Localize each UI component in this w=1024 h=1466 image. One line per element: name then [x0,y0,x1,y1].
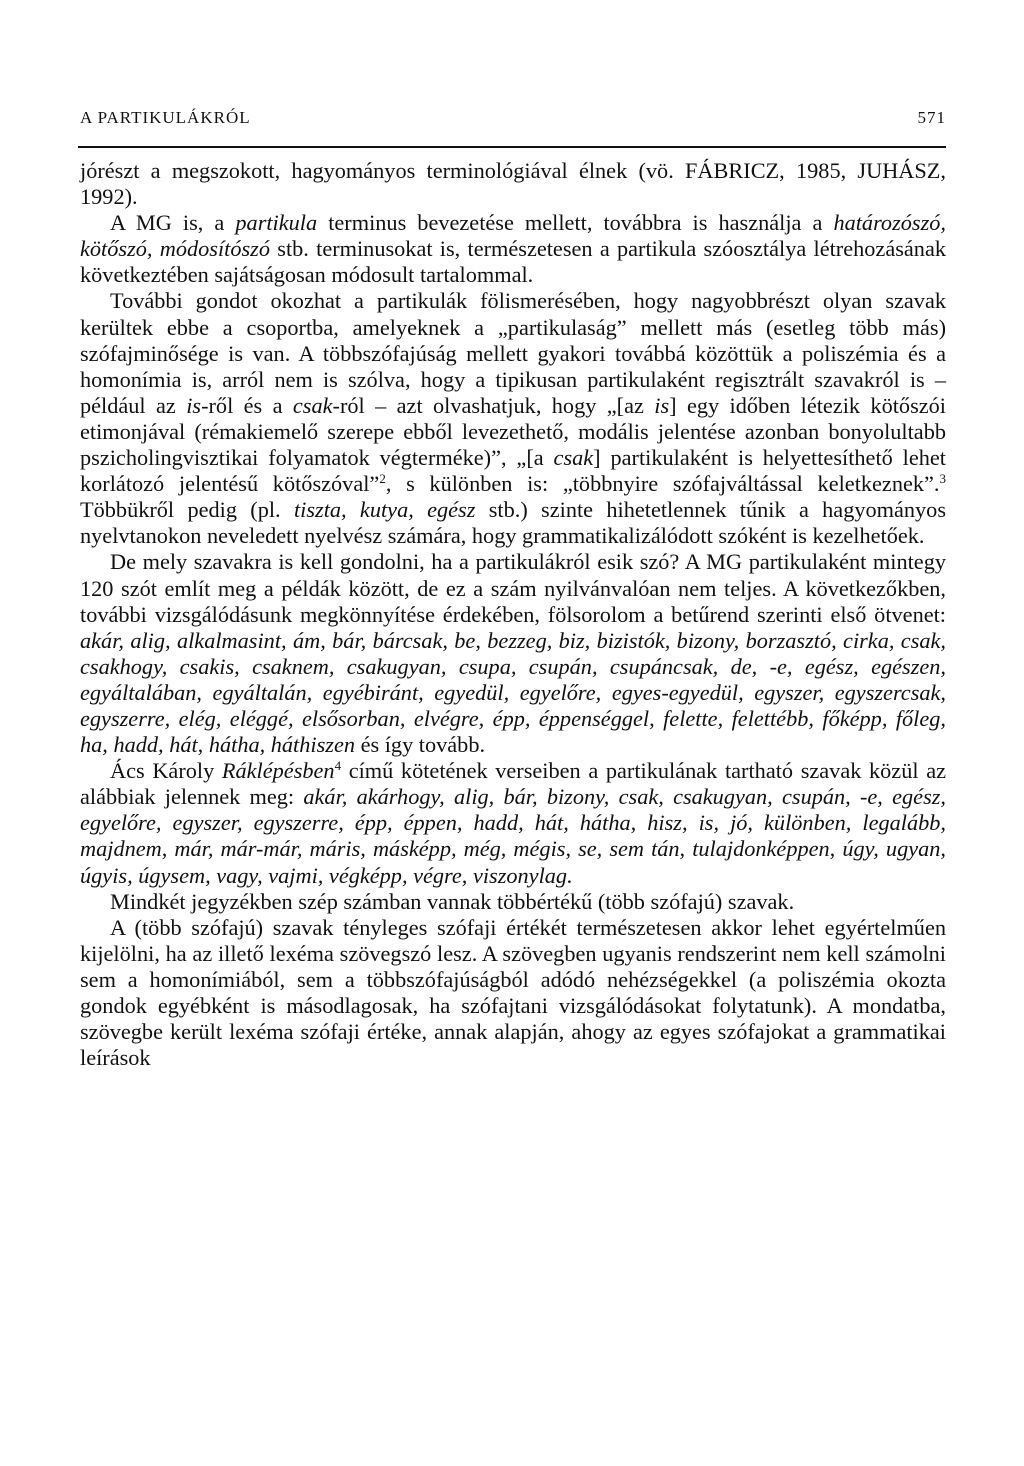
paragraph-5 [80,758,946,888]
running-title: A PARTIKULÁKRÓL [80,108,251,127]
running-header [80,108,946,128]
text-run: A (több szófajú) szavak tényleges szófaji értékét természetesen akkor lehet egyértelműen kijelölni, ha az illető lexéma szövegszó lesz. A szövegben ugyanis rendszerint nem kell számolni sem a homonímiából, sem a többszófajúságból adódó nehézségekkel (a poliszémia okozta gondok egyébként is másodlagosak, ha szófajtani vizsgálódásokat folytatunk). A mondatba, szövegbe került lexéma szófaji értéke, annak alapján, ahogy az egyes szófajokat a grammatikai leírások [80,914,946,1071]
text-run: Többükről pedig (pl. [80,497,294,523]
text-run: jórészt a megszokott, hagyományos terminológiával élnek (vö. FÁBRICZ, 1985, JUHÁSZ, 1992). [80,158,946,210]
paragraph-6 [80,889,946,915]
text-run: stb. terminusokat is, természetesen a partikula szóosztálya létrehozásának következtében sajátságosan módosult tartalommal. [80,236,946,288]
text-run: ] egy időben létezik kötőszói etimonjával (rémakiemelő szerepe ebből levezethető, modális jelentése azonban bonyolultabb pszicholingvisztikai folyamatok végterméke)”, „[a [80,392,946,471]
paragraph-2 [80,210,946,288]
text-run: De mely szavakra is kell gondolni, ha a partikulákról esik szó? A MG partikulaként mintegy 120 szót említ meg a példák között, de ez a szám nyilvánvalóan nem teljes. A következőkben, további vizsgálódásunk megkönnyítése érdekében, fölsorolom a betűrend szerinti első ötvenet: [80,549,946,627]
footnote-ref: 3 [939,471,946,487]
text-run: A MG is, a [110,210,236,236]
text-run: További gondot okozhat a partikulák fölismerésében, hogy nagyobbrészt olyan szavak kerültek ebbe a csoportba, amelyeknek a „partikulaság” mellett más (esetleg több más) szófajminősége is van. A többszófajúság mellett gyakori továbbá közöttük a poliszémia és a homonímia is, arról nem is szólva, hogy a tipikusan partikulaként regisztrált szavakról is – például az [80,288,946,418]
footnote-ref: 4 [334,758,342,774]
italic-word-list: akár, alig, alkalmasint, ám, bár, bárcsak, be, bezzeg, biz, bizistók, bizony, borzasztó, cirka, csak, csakhogy, csakis, csaknem, csakugyan, csupa, csupán, csupáncsak, de, -e, egész, egészen, egyáltalában, egyáltalán, egyébiránt, egyedül, egyelőre, egyes-egyedül, egyszer, egyszercsak, egyszerre, elég, eléggé, elsősorban, elvégre, épp, éppenséggel, felette, felettébb, főképp, főleg, ha, hadd, hát, hátha, háthiszen [80,627,946,758]
italic-term: is [654,392,670,418]
italic-term: tiszta, kutya, egész [293,497,476,523]
text-run: stb.) szinte hihetetlennek tűnik a hagyományos nyelvtanokon neveledett nyelvész számára, hogy grammatikalizálódott szóként is kezelhetőek. [80,497,947,549]
text-run: Mindkét jegyzékben szép számban vannak többértékű (több szófajú) szavak. [110,888,795,914]
paragraph-4 [80,549,946,758]
italic-term: is [186,392,202,418]
text-run: és így tovább. [355,732,486,758]
text-run: Ács Károly [110,758,222,784]
paragraph-1 [80,158,946,210]
italic-term: csak [292,392,333,418]
italic-term: partikula [235,210,318,236]
header-rule [78,146,946,148]
text-run: -ről és a [201,392,293,418]
italic-word-list: akár, akárhogy, alig, bár, bizony, csak, csakugyan, csupán, -e, egész, egyelőre, egyszer, egyszerre, épp, éppen, hadd, hát, hátha, hisz, is, jó, különben, legalább, majdnem, már, már-már, máris, másképp, még, mégis, se, sem tán, tulajdonképpen, úgy, ugyan, úgyis, úgysem, vagy, vajmi, végképp, végre, viszonylag. [80,784,946,888]
footnote-ref: 2 [379,471,386,487]
italic-term: csak [553,445,594,471]
italic-book-title: Ráklépésben [221,758,335,784]
text-run: című kötetének verseiben a partikulának tartható szavak közül az alábbiak jelennek meg: [80,758,946,810]
paragraph-7 [80,915,946,1072]
text-run: ] partikulaként is helyettesíthető lehet korlátozó jelentésű kötőszóval” [80,445,946,497]
italic-term: határozószó, kötőszó, módosítószó [80,210,946,262]
text-run: terminus bevezetése mellett, továbbra is használja a [317,210,834,236]
text-run: -ról – azt olvashatjuk, hogy „[az [332,392,655,418]
text-run: , s különben is: „többnyire szófajváltással keletkeznek”. [385,471,940,497]
paragraph-3 [80,288,946,549]
page-number: 571 [917,108,946,127]
body-text [80,158,946,1071]
